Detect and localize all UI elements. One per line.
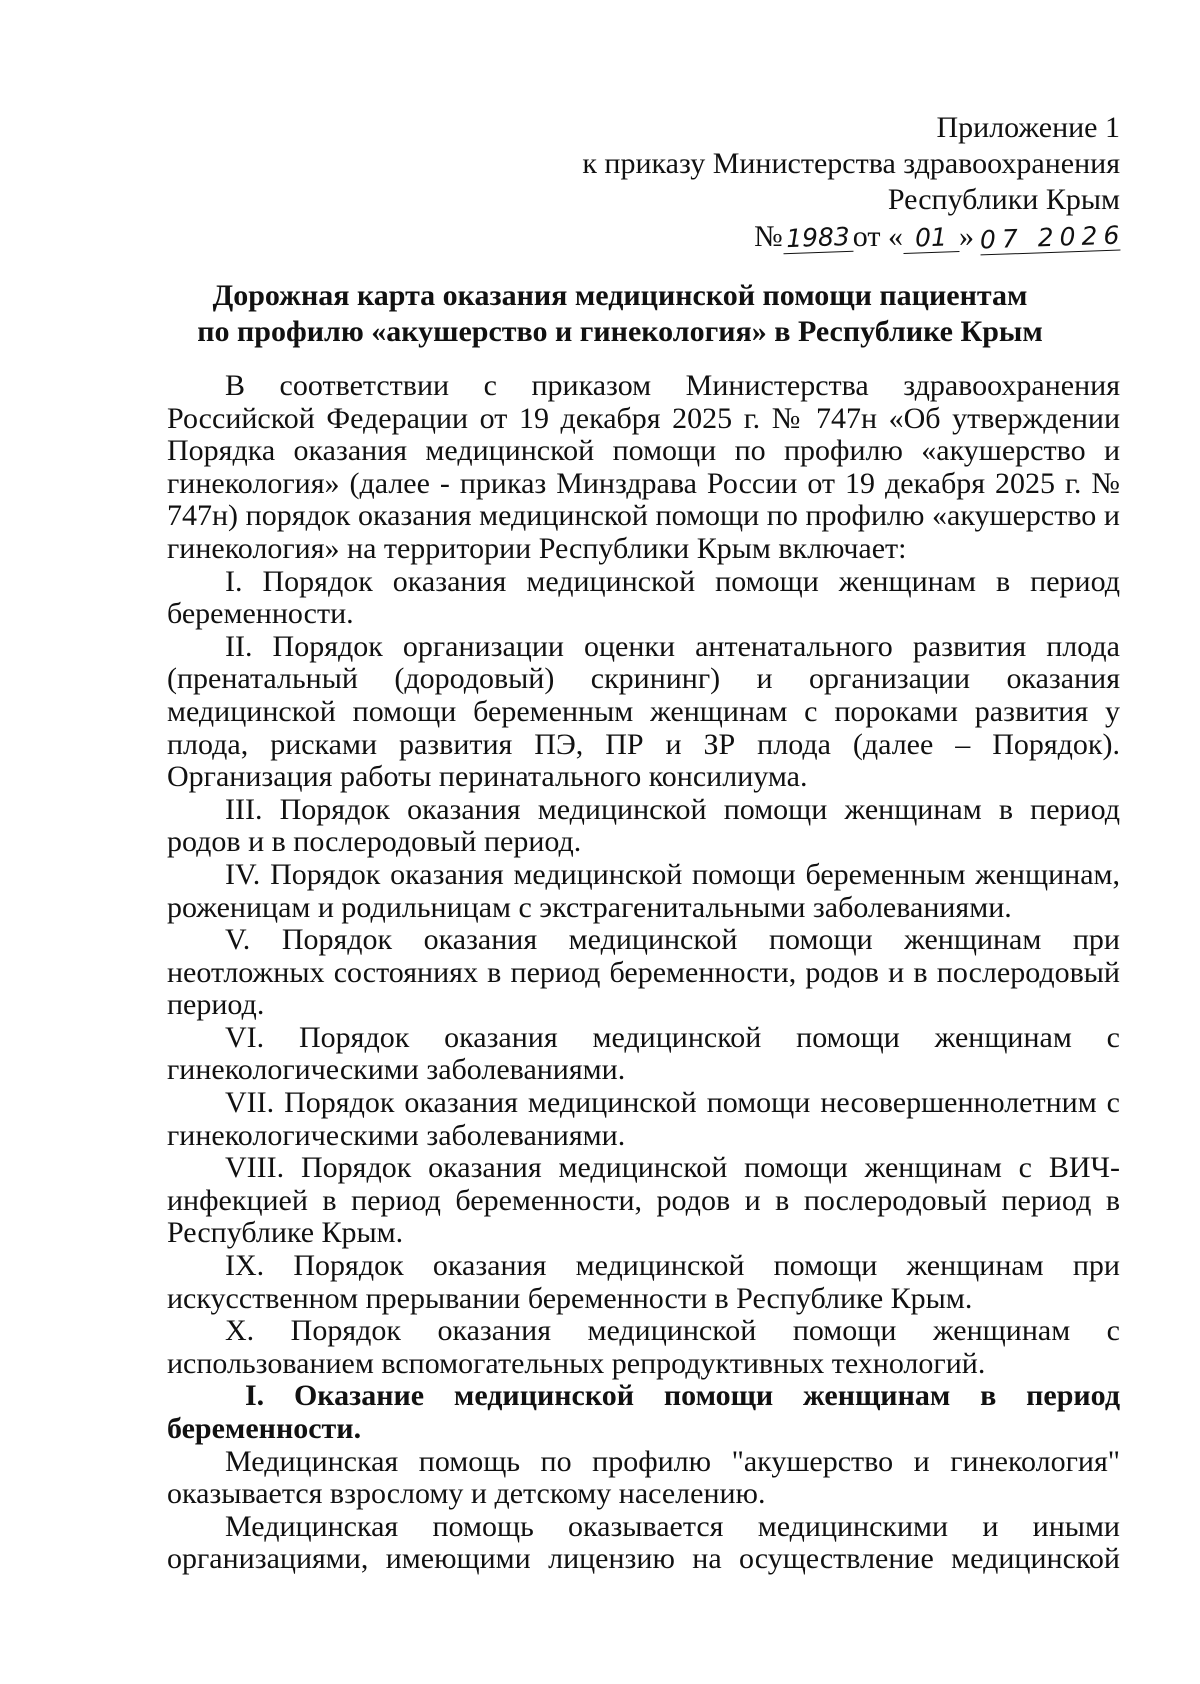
list-item-5: V. Порядок оказания медицинской помощи женщинам при неотложных состояниях в период беременности, родов и в послеродовый период. [167,923,1120,1022]
order-date-handwritten: 07 2026 [979,220,1126,255]
list-item-2: II. Порядок организации оценки антенатального развития плода (пренатальный (дородовый) скрининг) и организации оказания медицинской помощи беременным женщинам с пороками развития у плода, рисками развития ПЭ, ПР и ЗР плода (далее – Порядок). Организация работы перинатального консилиума. [167,629,1120,794]
title-line-1: Дорожная карта оказания медицинской помощи пациентам [212,279,1028,312]
appendix-header [560,110,1126,255]
list-item-10: X. Порядок оказания медицинской помощи женщинам с использованием вспомогательных репродуктивных технологий. [167,1314,1120,1380]
section-paragraph-1: Медицинская помощь по профилю "акушерство и гинекология" оказывается взрослому и детскому населению. [167,1444,1120,1511]
intro-paragraph: В соответствии с приказом Министерства здравоохранения Российской Федерации от 19 декабря 2025 г. № 747н «Об утверждении Порядка оказания медицинской помощи по профилю «акушерство и гинекология» (далее - приказ Минздрава России от 19 декабря 2025 г. № 747н) порядок оказания медицинской помощи по профилю «акушерство и гинекология» на территории Республики Крым включает: [167,369,1120,565]
order-quote-close: » [959,220,974,253]
order-reference: к приказу Министерства здравоохранения [582,147,1120,180]
republic-name: Республики Крым [887,183,1120,216]
order-day-handwritten: 01 [903,223,960,254]
title-line-2: по профилю «акушерство и гинекология» в Республике Крым [197,315,1043,348]
order-from-label: от « [852,220,903,253]
list-item-7: VII. Порядок оказания медицинской помощи несовершеннолетним с гинекологическими заболеваниями. [167,1086,1120,1152]
order-number-sign: № [754,220,783,253]
list-item-6: VI. Порядок оказания медицинской помощи женщинам с гинекологическими заболеваниями. [167,1020,1120,1087]
list-item-9: IX. Порядок оказания медицинской помощи женщинам при искусственном прерывании беременности в Республике Крым. [167,1249,1120,1315]
list-item-1: I. Порядок оказания медицинской помощи женщинам в период беременности. [167,564,1120,631]
list-item-4: IV. Порядок оказания медицинской помощи беременным женщинам, роженицам и родильницам с экстрагенитальными заболеваниями. [167,857,1120,924]
document-title [165,278,1075,350]
order-number-handwritten: 1983 [782,223,853,254]
section-heading: I. Оказание медицинской помощи женщинам в период беременности. [167,1379,1120,1445]
section-paragraph-2: Медицинская помощь оказывается медицинскими и иными организациями, имеющими лицензию на осуществление медицинской [167,1509,1120,1576]
document-body [167,370,1120,1576]
order-number-line [560,219,1126,255]
list-item-8: VIII. Порядок оказания медицинской помощи женщинам с ВИЧ-инфекцией в период беременности, родов и в послеродовый период в Республике Крым. [167,1151,1120,1250]
list-item-3: III. Порядок оказания медицинской помощи женщинам в период родов и в послеродовый период. [167,792,1120,859]
appendix-label: Приложение 1 [936,111,1120,144]
